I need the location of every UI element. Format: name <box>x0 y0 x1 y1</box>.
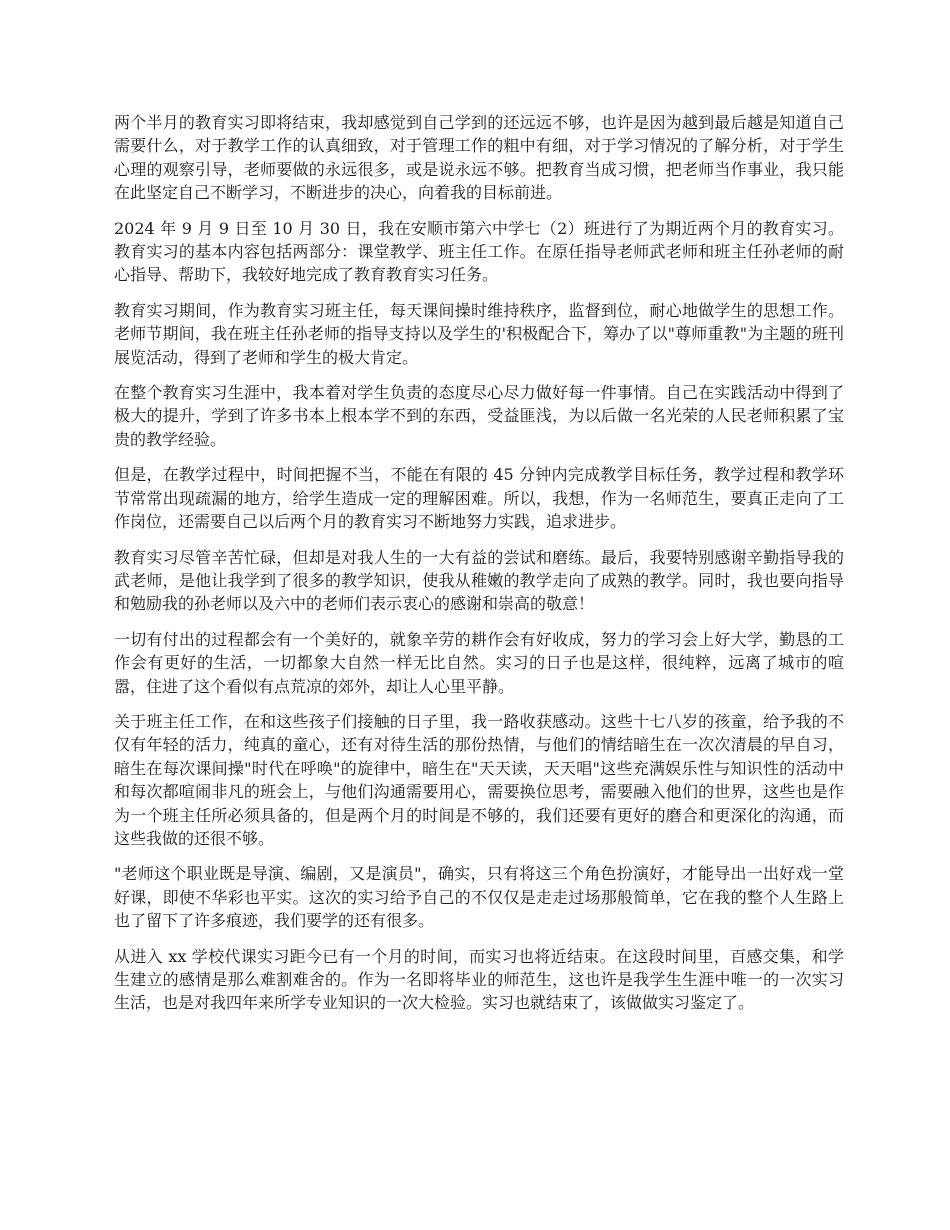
paragraph-6: 教育实习尽管辛苦忙碌，但却是对我人生的一大有益的尝试和磨练。最后，我要特别感谢辛勤指导我的武老师，是他让我学到了很多的教学知识，使我从稚嫩的教学走向了成熟的教学。同时，我也要向指导和勉励我的孙老师以及六中的老师们表示衷心的感谢和崇高的敬意！ <box>114 547 844 614</box>
paragraph-5: 但是，在教学过程中，时间把握不当，不能在有限的 45 分钟内完成教学目标任务，教学过程和教学环节常常出现疏漏的地方，给学生造成一定的理解困难。所以，我想，作为一名师范生，要真正走向了工作岗位，还需要自己以后两个月的教育实习不断地努力实践，追求进步。 <box>114 465 844 532</box>
paragraph-3: 教育实习期间，作为教育实习班主任，每天课间操时维持秩序，监督到位，耐心地做学生的思想工作。老师节期间，我在班主任孙老师的指导支持以及学生的'积极配合下，筹办了以"尊师重教"为主题的班刊展览活动，得到了老师和学生的极大肯定。 <box>114 300 844 367</box>
document-page <box>114 111 844 1027</box>
paragraph-9: "老师这个职业既是导演、编剧，又是演员"，确实，只有将这三个角色扮演好，才能导出一出好戏一堂好课，即使不华彩也平实。这次的实习给予自己的不仅仅是走走过场那般简单，它在我的整个人生路上也了留下了许多痕迹，我们要学的还有很多。 <box>114 864 844 931</box>
paragraph-2: 2024 年 9 月 9 日至 10 月 30 日，我在安顺市第六中学七（2）班进行了为期近两个月的教育实习。教育实习的基本内容包括两部分：课堂教学、班主任工作。在原任指导老师武老师和班主任孙老师的耐心指导、帮助下，我较好地完成了教育教育实习任务。 <box>114 218 844 285</box>
paragraph-1: 两个半月的教育实习即将结束，我却感觉到自己学到的还远远不够，也许是因为越到最后越是知道自己需要什么，对于教学工作的认真细致，对于管理工作的粗中有细，对于学习情况的了解分析，对于学生心理的观察引导，老师要做的永远很多，或是说永远不够。把教育当成习惯，把老师当作事业，我只能在此坚定自己不断学习，不断进步的决心，向着我的目标前进。 <box>114 113 844 203</box>
paragraph-4: 在整个教育实习生涯中，我本着对学生负责的态度尽心尽力做好每一件事情。自己在实践活动中得到了极大的提升，学到了许多书本上根本学不到的东西，受益匪浅，为以后做一名光荣的人民老师积累了宝贵的教学经验。 <box>114 383 844 449</box>
paragraph-10: 从进入 xx 学校代课实习距今已有一个月的时间，而实习也将近结束。在这段时间里，百感交集，和学生建立的感情是那么难割难舍的。作为一名即将毕业的师范生，这也许是我学生生涯中唯一的一次实习生活，也是对我四年来所学专业知识的一次大检验。实习也就结束了，该做做实习鉴定了。 <box>114 946 844 1013</box>
paragraph-7: 一切有付出的过程都会有一个美好的，就象辛劳的耕作会有好收成，努力的学习会上好大学，勤恳的工作会有更好的生活，一切都象大自然一样无比自然。实习的日子也是这样，很纯粹，远离了城市的喧嚣，住进了这个看似有点荒凉的郊外，却让人心里平静。 <box>114 629 844 696</box>
paragraph-8: 关于班主任工作，在和这些孩子们接触的日子里，我一路收获感动。这些十七八岁的孩童，给予我的不仅有年轻的活力，纯真的童心，还有对待生活的那份热情，与他们的情结暗生在一次次清晨的早自习，暗生在每次课间操"时代在呼唤"的旋律中，暗生在"天天读，天天唱"这些充满娱乐性与知识性的活动中和每次都喧闹非凡的班会上，与他们沟通需要用心，需要换位思考，需要融入他们的世界，这些也是作为一个班主任所必须具备的，但是两个月的时间是不够的，我们还要有更好的磨合和更深化的沟通，而这些我做的还很不够。 <box>114 711 844 848</box>
